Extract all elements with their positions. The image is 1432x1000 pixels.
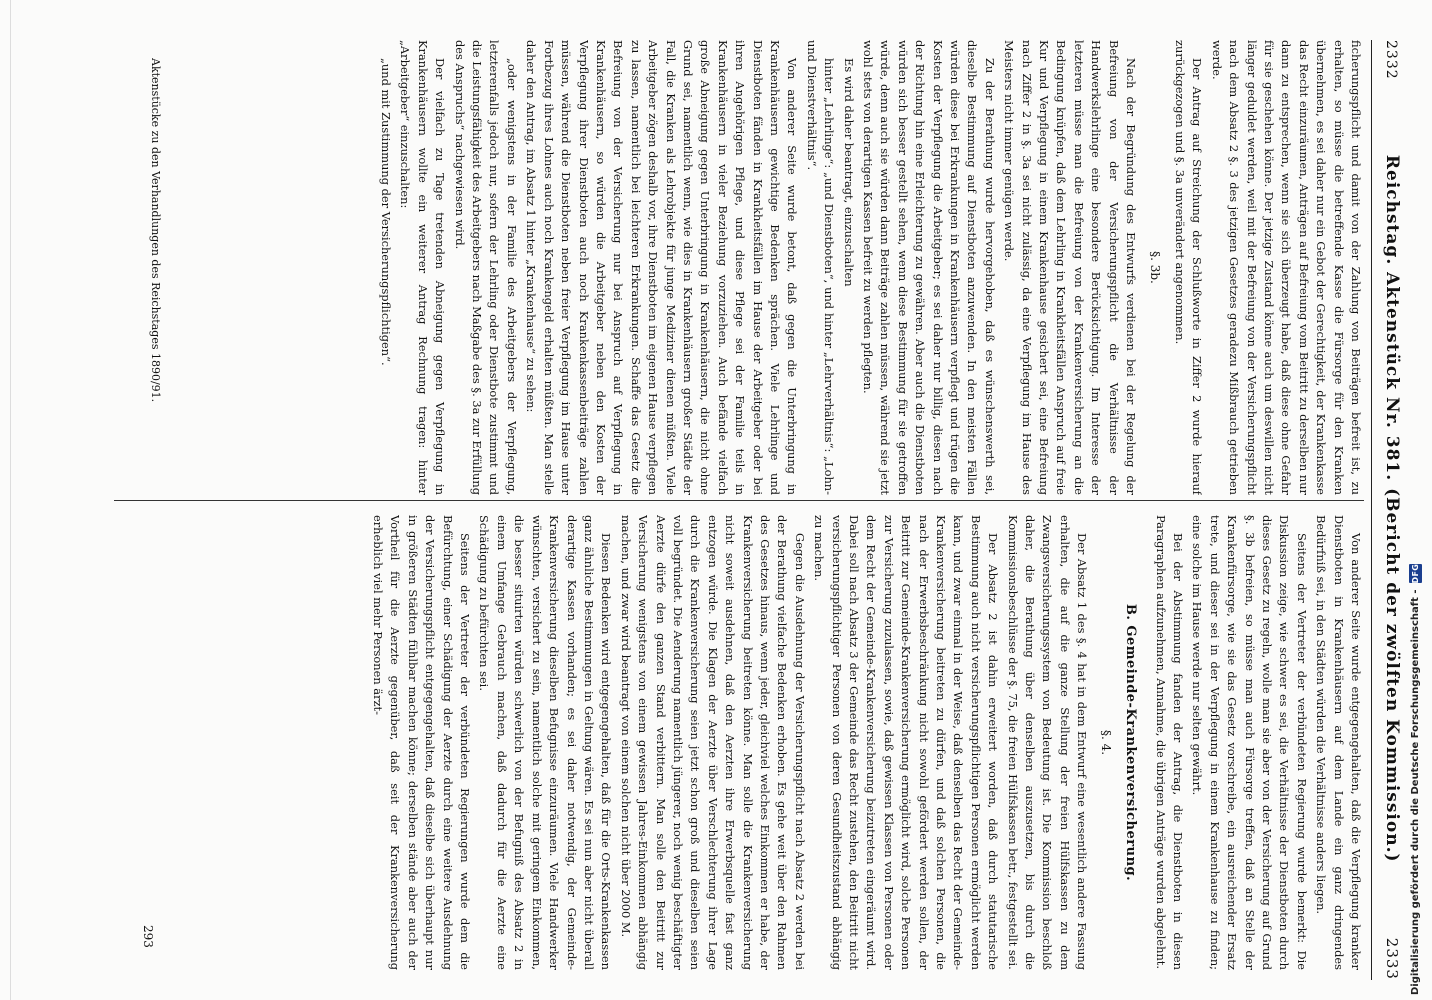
paragraph: Der Absatz 1 des §. 4 hat in dem Entwurf eine wesentlich andere Fassung erhalten, die auf die ganze Stellung der freien Hülfskassen zu dem Zwangsversicherungssystem von Bedeutung ist. Die Kommission beschloß daher, die Berathung über denselben auszusetzen, bis durch die Kommissionsbeschlüsse der §. 75, die freien Hülfskassen betr., festgestellt sei. [1005,515,1090,970]
digitization-text: Digitalisierung gefördert durch die Deutsche Forschungsgemeinschaft - [1409,589,1421,995]
paragraph: Bei der Abstimmung fanden der Antrag, die Dienstboten in diesen Paragraphen aufzunehmen, Annahme, die übrigen Anträge wurden abgelehnt. [1153,515,1185,970]
paragraph: „und mit Zustimmung der Versicherungspflichtigen“. [379,58,394,366]
paragraph: Es wird daher beantragt, einzuschalten [841,58,856,287]
scan-edge [0,0,11,1000]
paragraph: Zu der Berathung wurde hervorgehoben, daß es wünschenswerth sei, dieselbe Bestimmung auf Dienstboten anzuwenden. In den meisten Fällen würden diese bei Erkrankungen in Krankenhäusern verpflegt und trügen die Kosten der Verpflegung die Arbeitgeber; es sei daher nur billig, diesen nach der Richtung hin eine Erleichterung zu gewähren. Aber auch die Dienstboten würden sich besser gestellt sehen, wenn diese Bestimmung für sie getroffen würde, denn auch sie würden dann Beiträge zahlen müssen, während sie jetzt wohl stets von derartigen Kassen befreit zu werden pflegten. [861,40,997,495]
running-title: Reichstag. Aktenstück Nr. 381. (Bericht der zwölften Kommission.) [1382,154,1402,863]
footer-note: Aktenstücke zu den Verhandlungen des Reichstages 1890/91. [149,58,162,403]
column-divider [114,500,1364,501]
paragraph: Von anderer Seite wurde entgegengehalten, daß die Verpflegung kranker Dienstboten in Krankenhäusern auf dem Lande ein ganz dringendes Bedürfniß sei, in den Städten würden die Verhältnisse anders liegen. [1314,515,1363,970]
rotated-page-content [20,0,1410,1000]
paragraph: Der Antrag auf Streichung der Schlußworte in Ziffer 2 wurde hierauf zurückgezogen und §. 3a unverändert angenommen. [1172,40,1205,495]
paragraph: Der Absatz 2 ist dahin erweitert worden, daß durch statutarische Bestimmung auch nicht versicherungspflichtigen Personen ermöglicht werden kann, und zwar einmal in der Weise, daß denselben das Recht der Gemeinde-Krankenversicherung beitreten zu dürfen, und daß solchen Personen, die nach der Erwerbsbeschränkung nicht sowohl gefördert werden sollen, der Beitritt zur Gemeinde-Krankenversicherung ermöglicht wird, solche Personen zur Versicherung zuzulassen, sowie, daß gewissen Klassen von Personen oder dem Recht der Gemeinde-Krankenversicherung beizutreten eingeräumt wird. Dabei soll nach Absatz 3 der Gemeinde das Recht zustehen, den Beitritt nicht versicherungspflichtiger Personen von deren Gesundheitszustand abhängig zu machen. [812,515,1001,970]
paragraph: Seitens der Vertreter der verbündeten Regierungen wurde dem die Befürchtung, einer Schädigung der Aerzte durch eine weitere Ausdehnung der Versicherungspflicht entgegengehalten, daß dieselbe sich überhaupt nur in größeren Städten fühlbar machen könne; derselben stände aber auch der Vortheil für die Aerzte gegenüber, daß seit der Krankenversicherung erheblich viel mehr Personen ärzt- [371,515,473,970]
right-column [64,515,1364,970]
paragraph: Von anderer Seite wurde betont, daß gegen die Unterbringung in Krankenhäusern gewichtige Bedenken sprächen. Viele Lehrlinge und Dienstboten fänden in Krankheitsfällen im Hause der Arbeitgeber oder bei ihren Angehörigen Pflege, und diese Pflege sei der Familie teils in Krankenhäusern in vieler Beziehung vorzuziehen. Auch befände vielfach große Abneigung gegen Unterbringung in Krankenhäusern, die nicht ohne Grund sei, namentlich wenn, wie dies in Krankenhäusern großer Städte der Fall, die Kranken als Lehrobjekte für junge Mediziner dienen müßten. Viele Arbeitgeber zögen deshalb vor, ihre Dienstboten im eigenen Hause verpflegen zu lassen, namentlich bei leichteren Erkrankungen. Schaffe das Gesetz die Befreiung von der Versicherung nur bei Anspruch auf Verpflegung in Krankenhäusern, so würden die Arbeitgeber neben den Kosten der Verpflegung ihrer Dienstboten auch noch Krankenkassenbeiträge zahlen müssen, während die Dienstboten neben freier Verpflegung im Hause unter Fortbezug ihres Lohnes auch noch Krankengeld erhalten müßten. Man stelle daher den Antrag, im Absatz 1 hinter „Krankenhause“ zu sehen: [524,40,800,495]
paragraph: Diesen Bedenken wird entgegengehalten, daß für die Orts-Krankenkassen ganz ähnliche Bestimmungen in Geltung wären. Es sei nun aber nicht überall derartige Kassen vorhanden; es sei daher notwendig, der Gemeinde-Krankenversicherung dieselben Befugnisse einzuräumen. Viele Handwerker wünschten, versichert zu sein, namentlich solche mit geringem Einkommen, die besser situirten würden schwerlich von der Befugniß des Absatz 2 in einem Umfange Gebrauch machen, daß dadurch für die Aerzte eine Schädigung zu befürchten sei. [477,515,614,970]
paragraph: Gegen die Ausdehnung der Versicherungspflicht nach Absatz 2 werden bei der Berathung vielfache Bedenken erhoben. Es gehe weit über den Rahmen des Gesetzes hinaus, wenn jeder, gleichviel welches Einkommen er habe, der Krankenversicherung beitreten könne. Man solle die Krankenversicherung nicht soweit ausdehnen, daß den Aerzten ihre Erwerbsquelle fast ganz entzogen würde. Die Klagen der Aerzte über Verschlechterung ihrer Lage durch die Krankenversicherung seien jetzt schon groß und dieselben seien voll begründet. Die Aenderung namentlich jüngerer, noch wenig beschäftigter Aerzte dürfe den ganzen Stand verbittern. Man solle den Beitritt zur Versicherung wenigstens von einem gewissen Jahres-Einkommen abhängig machen, und zwar wird beantragt von einem solchen nicht über 2000 M. [618,515,807,970]
section-number: §. 3b. [1147,251,1162,284]
paragraph: Der vielfach zu Tage tretenden Abneigung gegen Verpflegung in Krankenhäusern wollte ein weiterer Antrag Rechnung tragen: hinter „Arbeitgeber“ einzuschalten: [398,40,448,495]
page-bottom-number: 293 [141,925,155,948]
paragraph: Seitens der Vertreter der verbündeten Regierung wurde bemerkt: Die Diskussion zeige, wie schwer es sei, die Verhältnisse der Dienstboten durch dieses Gesetz zu regeln, wolle man sie aber von der Versicherung auf Grund §. 3b befreien, so müsse man auch Fürsorge treffen, daß an Stelle der Krankenfürsorge, wie sie das Gesetz vorschreibe, ein ausreichender Ersatz trete, und dieser sei in der Verpflegung in einem Krankenhause zu finden; eine solche im Hause werde nur selten gewährt. [1190,515,1309,970]
section-title: B. Gemeinde-Krankenversicherung. [1123,603,1139,882]
section-number: §. 4. [1098,729,1113,756]
page-header [1372,40,1402,980]
dfg-logo: DFG [1410,563,1420,584]
page-number-right: 2333 [1383,937,1401,980]
header-rule [1371,40,1372,980]
digitization-footer [1404,563,1426,995]
page-number-left: 2332 [1383,40,1399,80]
paragraph: „oder wenigstens in der Familie des Arbeitgebers der Verpflegung, letzterenfalls jedoch nur, sofern der Lehrling oder Dienstbote zustimmt und die Leistungsfähigkeit des Arbeitgebers nach Maßgabe des §. 3a zur Erfüllung des Anspruchs“ nachgewiesen wird. [452,40,519,495]
paragraph: ficherungspflicht und damit von der Zahlung von Beiträgen befreit ist, zu erhalten, so müsse die betreffende Kasse die Fürsorge für den Kranken übernehmen, es sei daher nur ein Gebot der Gerechtigkeit, der Krankenkasse das Recht einzuräumen, Anträgen auf Befreiung vom Beitritt zu derselben nur dann zu entsprechen, wenn sie sich überzeugt habe, daß diese ohne Gefahr für sie geschehen könne. Der jetzige Zustand könne auch um deswillen nicht länger geduldet werden, weil mit der Befreiung von der Versicherungspflicht nach dem Absatz 2 §. 3 des jetzigen Gesetzes geradezu Mißbrauch getrieben werde. [1209,40,1363,495]
paragraph: Nach der Begründung des Entwurfs verdienen bei der Regelung der Befreiung von der Versicherungspflicht die Verhältnisse der Handwerkslehrlinge eine besondere Berücksichtigung. Im Interesse der letzteren müsse man die Befreiung von der Krankenversicherung an die Bedingung knüpfen, daß dem Lehrling in Krankheitsfällen Anspruch auf freie Kur und Verpflegung in einem Krankenhause gesichert sei, eine Befreiung nach Ziffer 2 in §. 3a sei nicht zulässig, da eine Verpflegung im Hause des Meisters nicht immer genügen werde. [1002,40,1139,495]
left-column [64,40,1364,495]
paragraph: hinter „Lehrlinge“: „und Dienstboten“, und hinter „Lehrverhältnis“: „Lohn- und Dienstverhältnis“. [804,40,837,495]
